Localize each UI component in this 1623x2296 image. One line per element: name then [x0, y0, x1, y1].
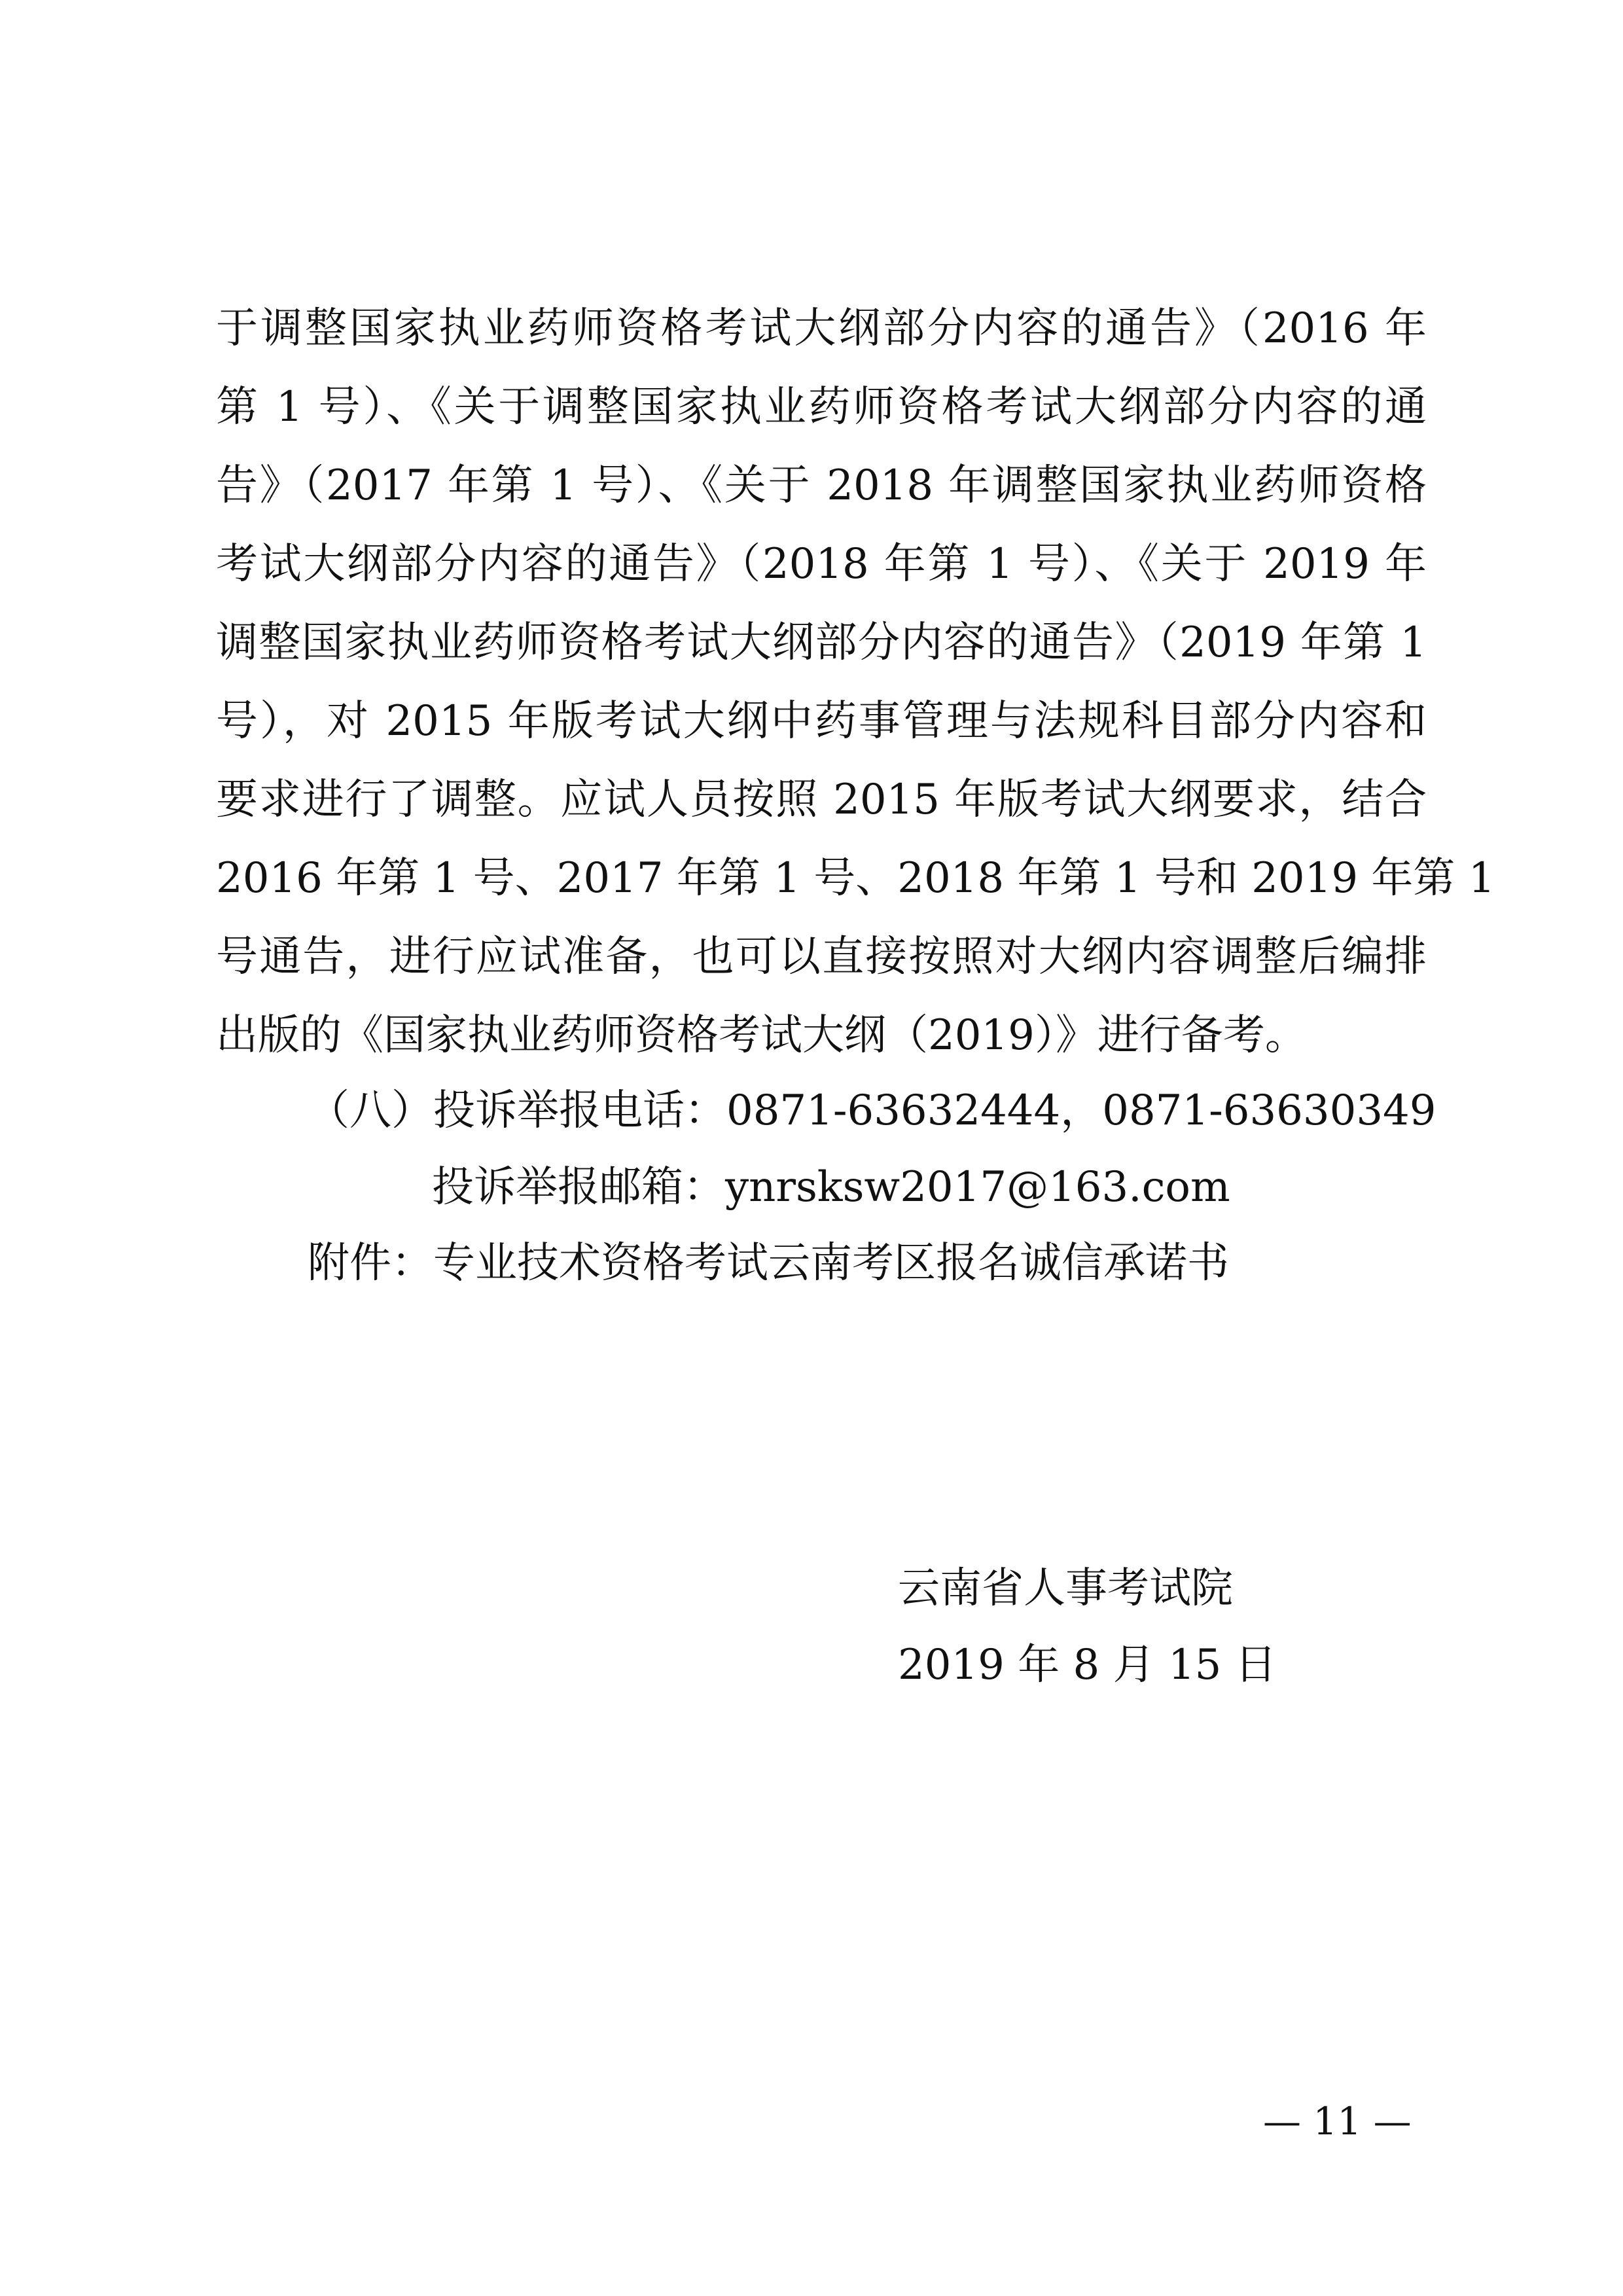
body-line: 告》（2017 年第 1 号）、《关于 2018 年调整国家执业药师资格: [216, 461, 1427, 510]
body-line: 号），对 2015 年版考试大纲中药事管理与法规科目部分内容和: [216, 697, 1427, 745]
page-number: — 11 —: [1263, 2099, 1412, 2144]
body-line: 第 1 号）、《关于调整国家执业药师资格考试大纲部分内容的通: [216, 383, 1427, 431]
complaint-email: 投诉举报邮箱：ynrsksw2017@163.com: [432, 1163, 1230, 1211]
body-line: 考试大纲部分内容的通告》（2018 年第 1 号）、《关于 2019 年: [216, 540, 1427, 588]
body-line: 2016 年第 1 号、2017 年第 1 号、2018 年第 1 号和 2019 年第 1: [216, 854, 1495, 903]
body-line: 出版的《国家执业药师资格考试大纲（2019）》进行备考。: [216, 1011, 1307, 1060]
body-line: 调整国家执业药师资格考试大纲部分内容的通告》（2019 年第 1: [216, 619, 1427, 667]
signature-date: 2019 年 8 月 15 日: [898, 1641, 1277, 1689]
body-line: 要求进行了调整。应试人员按照 2015 年版考试大纲要求，结合: [216, 776, 1427, 824]
body-line: 于调整国家执业药师资格考试大纲部分内容的通告》（2016 年: [216, 304, 1427, 353]
attachment-note: 附件：专业技术资格考试云南考区报名诚信承诺书: [308, 1239, 1229, 1287]
complaint-phone: （八）投诉举报电话：0871-63632444，0871-63630349: [308, 1086, 1436, 1135]
body-line: 号通告，进行应试准备，也可以直接按照对大纲内容调整后编排: [216, 933, 1427, 981]
signature-org: 云南省人事考试院: [898, 1564, 1233, 1613]
